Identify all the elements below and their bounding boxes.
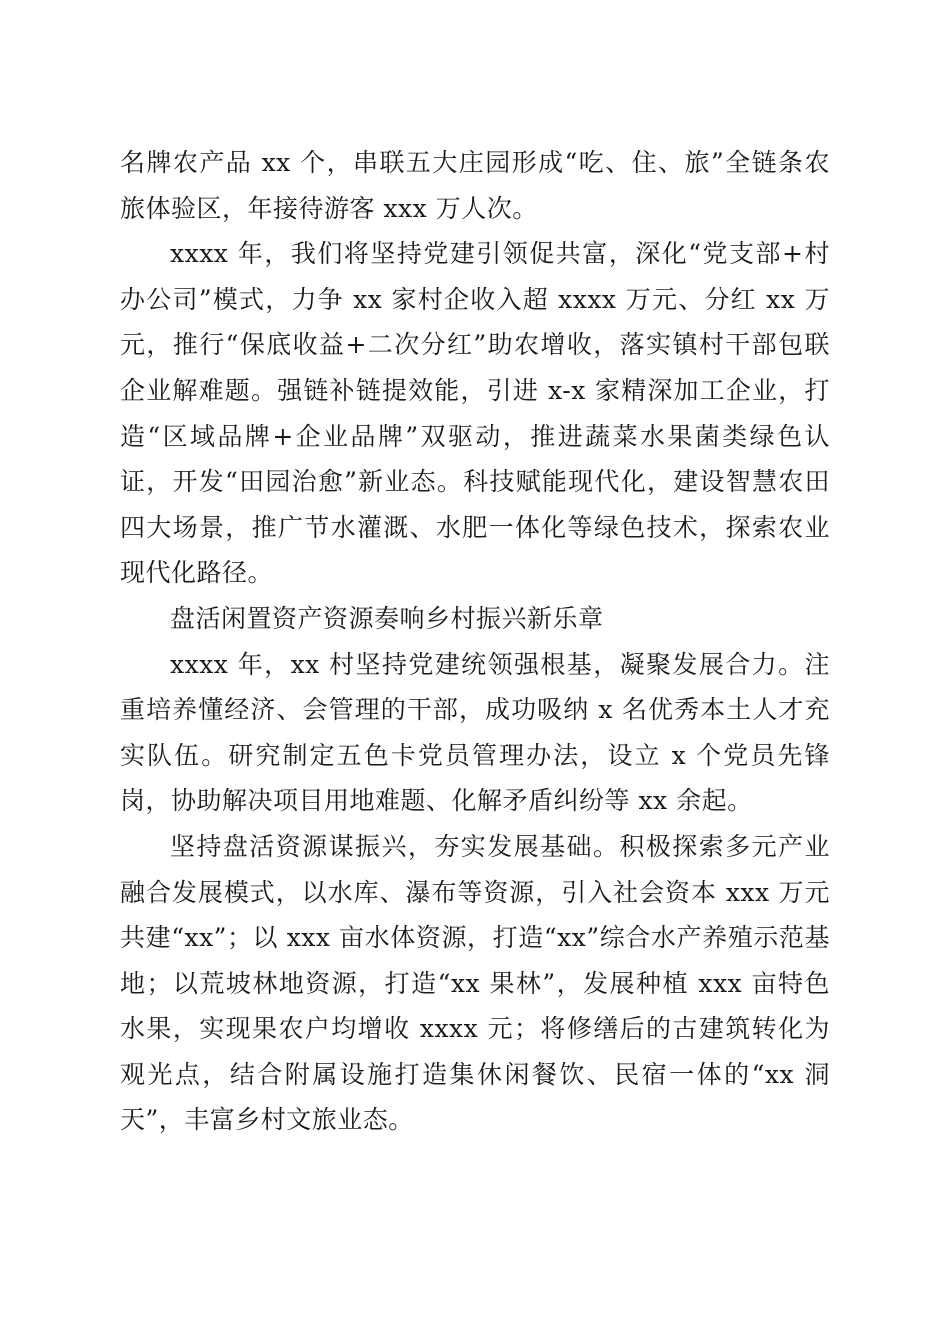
paragraph-resources: 坚持盘活资源谋振兴，夯实发展基础。积极探索多元产业融合发展模式，以水库、瀑布等资源，引入社会资本 xxx 万元共建“xx”；以 xxx 亩水体资源，打造“xx”综合水产养殖示范基地；以荒坡林地资源，打造“xx 果林”，发展种植 xxx 亩特色水果，实现果农户均增收 xxxx 元；将修缮后的古建筑转化为观光点，结合附属设施打造集休闲餐饮、民宿一体的“xx 洞天”，丰富乡村文旅业态。: [120, 831, 830, 1135]
document-body: [120, 140, 830, 1143]
section-heading: 盘活闲置资产资源奏响乡村振兴新乐章: [170, 603, 604, 633]
paragraph-party-building: xxxx 年，xx 村坚持党建统领强根基，凝聚发展合力。注重培养懂经济、会管理的干部，成功吸纳 x 名优秀本土人才充实队伍。研究制定五色卡党员管理办法，设立 x 个党员先锋岗，协助解决项目用地难题、化解矛盾纠纷等 xx 余起。: [120, 649, 830, 816]
paragraph-plan: xxxx 年，我们将坚持党建引领促共富，深化“党支部+村办公司”模式，力争 xx 家村企收入超 xxxx 万元、分红 xx 万元，推行“保底收益+二次分红”助农增收，落实镇村干部包联企业解难题。强链补链提效能，引进 x-x 家精深加工企业，打造“区域品牌+企业品牌”双驱动，推进蔬菜水果菌类绿色认证，开发“田园治愈”新业态。科技赋能现代化，建设智慧农田四大场景，推广节水灌溉、水肥一体化等绿色技术，探索农业现代化路径。: [120, 239, 830, 588]
paragraph-continuation: 名牌农产品 xx 个，串联五大庄园形成“吃、住、旅”全链条农旅体验区，年接待游客 xxx 万人次。: [120, 148, 830, 223]
